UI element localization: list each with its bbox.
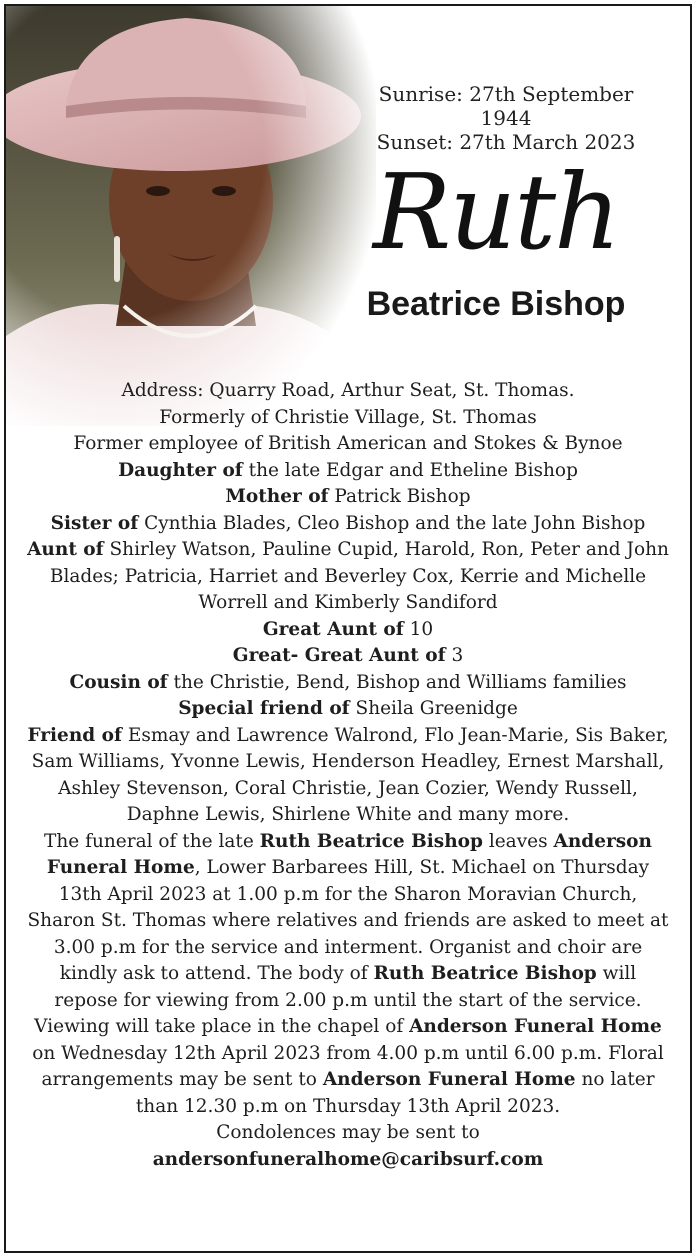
great-aunt-text: 10 <box>403 618 434 640</box>
funeral-text-4: no later than 12.30 p.m on Thursday 13th April 2023. <box>135 1069 655 1117</box>
funeral-home-3: Anderson Funeral Home <box>322 1069 576 1090</box>
mother-line <box>26 484 670 511</box>
email-text: andersonfuneralhome@caribsurf.com <box>152 1148 544 1170</box>
condolences-line: Condolences may be sent to <box>216 1122 480 1143</box>
sunrise-date: Sunrise: 27th September 1944 <box>378 82 634 130</box>
great-great-aunt-line <box>26 643 670 670</box>
mother-label: Mother of <box>225 486 329 507</box>
funeral-text-3: on Wednesday 12th April 2023 from 4.00 p.m until 6.00 p.m. Floral arrangements may be sent to <box>32 1042 664 1090</box>
condolences-email <box>26 1147 670 1174</box>
friend-text: Esmay and Lawrence Walrond, Flo Jean-Marie, Sis Baker, Sam Williams, Yvonne Lewis, Henderson Headley, Ernest Marshall, Ashley Stevenson, Coral Christie, Jean Cozier, Wendy Russell, Daphne Lewis, Shirlene White and many more. <box>31 724 669 825</box>
sister-text: Cynthia Blades, Cleo Bishop and the late John Bishop <box>138 512 646 534</box>
funeral-name-1: Ruth Beatrice Bishop <box>259 830 483 852</box>
employee-line: Former employee of British American and Stokes & Bynoe <box>73 433 623 454</box>
first-name: Ruth <box>372 151 620 273</box>
friend-label: Friend of <box>27 724 122 746</box>
aunt-label: Aunt of <box>27 539 104 560</box>
funeral-home-1: Anderson Funeral Home <box>46 830 652 878</box>
special-friend-label: Special friend of <box>178 698 350 719</box>
great-aunt-line <box>26 617 670 644</box>
cousin-line <box>26 670 670 697</box>
daughter-line <box>26 458 670 485</box>
last-name: Beatrice Bishop <box>366 285 626 323</box>
address-line: Address: Quarry Road, Arthur Seat, St. Thomas. <box>121 380 575 401</box>
sunset-date: Sunset: 27th March 2023 <box>376 130 636 154</box>
funeral-intro: The funeral of the late <box>44 830 260 852</box>
portrait-photo <box>6 6 376 426</box>
funeral-paragraph <box>26 829 670 1121</box>
great-aunt-label: Great Aunt of <box>262 618 404 640</box>
great-great-aunt-text: 3 <box>445 645 464 666</box>
sister-line <box>26 511 670 538</box>
special-friend-line <box>26 696 670 723</box>
obituary-notice <box>4 4 692 1253</box>
daughter-text: the late Edgar and Etheline Bishop <box>242 459 578 481</box>
aunt-line <box>26 537 670 617</box>
funeral-home-2: Anderson Funeral Home <box>409 1016 662 1037</box>
mother-text: Patrick Bishop <box>328 486 471 507</box>
great-great-aunt-label: Great- Great Aunt of <box>232 645 446 666</box>
funeral-text-2: will repose for viewing from 2.00 p.m until the start of the service. Viewing will take place in the chapel of <box>34 963 642 1037</box>
funeral-name-2: Ruth Beatrice Bishop <box>373 963 597 984</box>
funeral-text-1: , Lower Barbarees Hill, St. Michael on Thursday 13th April 2023 at 1.00 p.m for the Sharon Moravian Church, Sharon St. Thomas where relatives and friends are asked to meet at 3.00 p.m for the service and interment. Organist and choir are kindly ask to attend. The body of <box>27 857 669 984</box>
cousin-label: Cousin of <box>69 671 168 693</box>
daughter-label: Daughter of <box>118 459 243 481</box>
obituary-body <box>26 378 670 1173</box>
formerly-line: Formerly of Christie Village, St. Thomas <box>159 406 537 428</box>
funeral-leaves: leaves <box>482 830 554 852</box>
friend-line <box>26 723 670 829</box>
aunt-text: Shirley Watson, Pauline Cupid, Harold, Ron, Peter and John Blades; Patricia, Harriet and Beverley Cox, Kerrie and Michelle Worrell and Kimberly Sandiford <box>49 539 669 613</box>
special-friend-text: Sheila Greenidge <box>349 698 518 719</box>
cousin-text: the Christie, Bend, Bishop and Williams families <box>167 671 627 693</box>
life-dates <box>356 82 656 154</box>
sister-label: Sister of <box>50 512 139 534</box>
